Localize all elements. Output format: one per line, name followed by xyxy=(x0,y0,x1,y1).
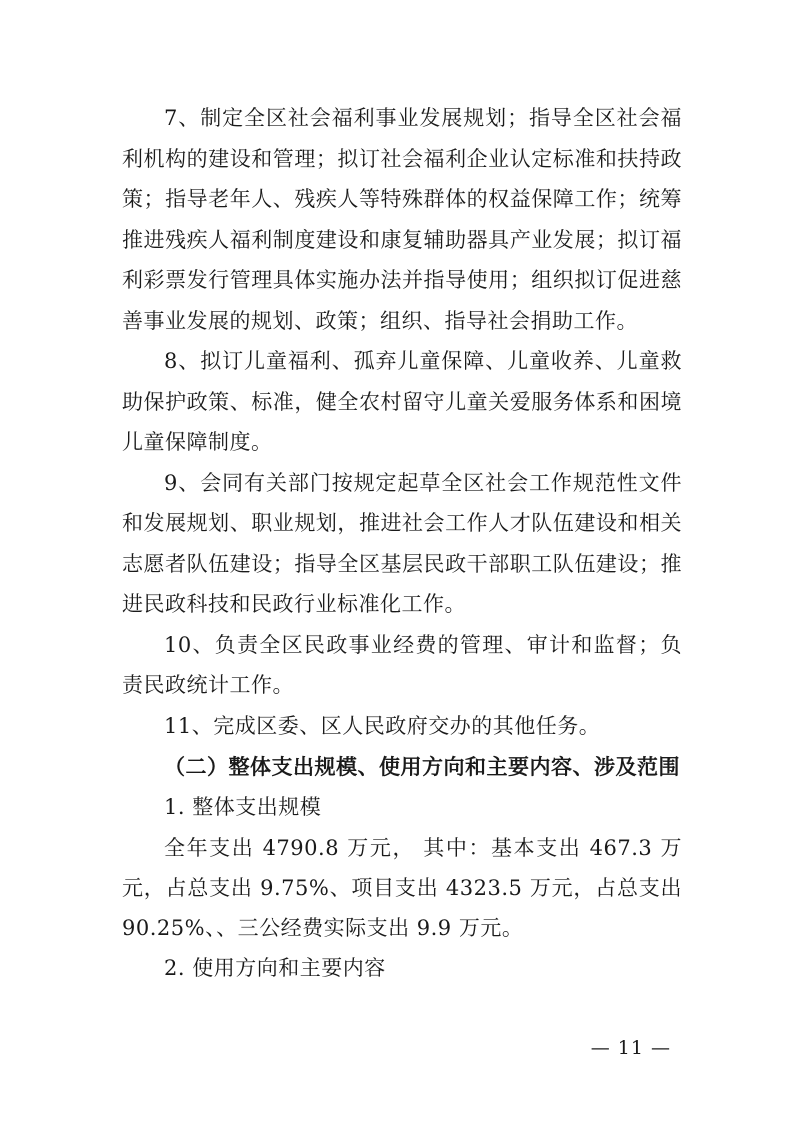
document-body xyxy=(122,98,682,989)
paragraph-item-8: 8、拟订儿童福利、孤弃儿童保障、儿童收养、儿童救助保护政策、标准，健全农村留守儿童关爱服务体系和困境儿童保障制度。 xyxy=(122,349,682,454)
paragraph-item-11: 11、完成区委、区人民政府交办的其他任务。 xyxy=(164,713,601,738)
paragraph-item-9: 9、会同有关部门按规定起草全区社会工作规范性文件和发展规划、职业规划，推进社会工作人才队伍建设和相关志愿者队伍建设；指导全区基层民政干部职工队伍建设；推进民政科技和民政行业标准化工作。 xyxy=(122,470,682,616)
paragraph-item-7: 7、制定全区社会福利事业发展规划；指导全区社会福利机构的建设和管理；拟订社会福利企业认定标准和扶持政策；指导老年人、残疾人等特殊群体的权益保障工作；统筹推进残疾人福利制度建设和康复辅助器具产业发展；拟订福利彩票发行管理具体实施办法并指导使用；组织拟订促进慈善事业发展的规划、政策；组织、指导社会捐助工作。 xyxy=(122,106,682,333)
page-number: — 11 — xyxy=(590,1037,671,1059)
subheading-total-spending: 1. 整体支出规模 xyxy=(164,795,322,819)
spending-summary: 全年支出 4790.8 万元， 其中：基本支出 467.3 万元，占总支出 9.75%、项目支出 4323.5 万元，占总支出 90.25%、、三公经费实际支出 9.9 万元。 xyxy=(122,836,682,940)
subheading-usage-direction: 2. 使用方向和主要内容 xyxy=(164,956,386,980)
section-heading: （二）整体支出规模、使用方向和主要内容、涉及范围 xyxy=(164,754,680,779)
paragraph-item-10: 10、负责全区民政事业经费的管理、审计和监督；负责民政统计工作。 xyxy=(122,632,682,697)
